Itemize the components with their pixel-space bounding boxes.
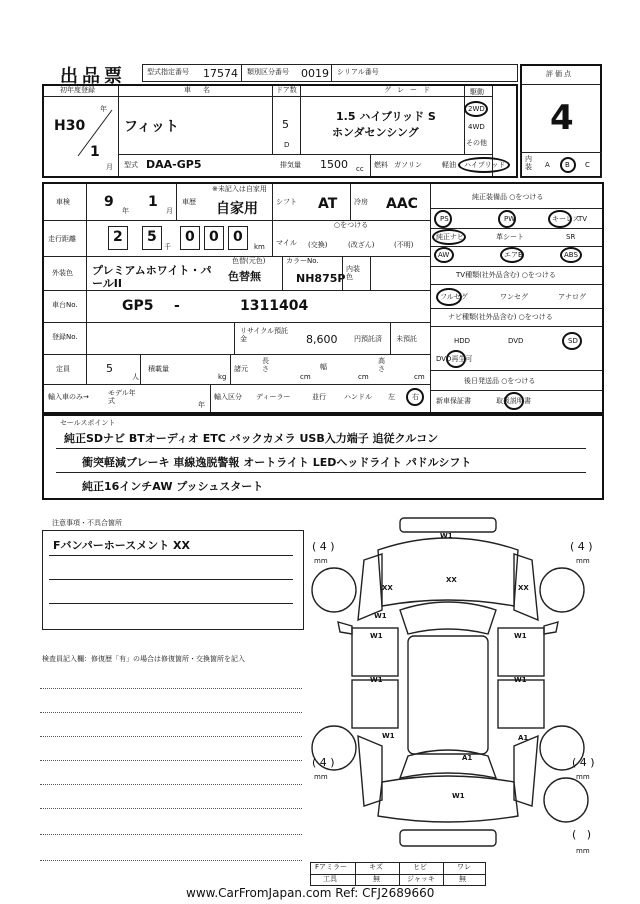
interior-a: A (545, 161, 550, 169)
notes-box (42, 530, 304, 630)
spare-unit: mm (576, 847, 590, 855)
handle-label: ハンドル (344, 393, 372, 401)
legend-h3: ヒビ (413, 863, 427, 871)
mileage-digit-2: 5 (147, 229, 157, 245)
chassis-no: 1311404 (240, 298, 309, 314)
doors-unit: D (284, 141, 290, 149)
navi-hdd: HDD (454, 337, 471, 345)
length-label: 長さ (262, 357, 269, 373)
mark-right-front-door: W1 (514, 632, 527, 640)
navi-sd: SD (568, 337, 578, 345)
legend-h2: キズ (369, 863, 383, 871)
model-year-unit: 年 (198, 401, 205, 409)
import-label: 輸入車のみ→ (48, 393, 89, 401)
grade-line2: ホンダセンシング (332, 126, 419, 139)
factory-leather: 革シート (496, 233, 524, 241)
doors-label: ドア数 (276, 86, 297, 94)
chassis-label: 車台No. (52, 301, 78, 309)
inspection-label: 車検 (56, 198, 70, 206)
int-color-label: 内装色 (346, 265, 360, 281)
disp-unit: cc (356, 165, 364, 173)
sales-line-2: 衝突軽減ブレーキ 車線逸脱警報 オートライト LEDヘッドライト パドルシフト (82, 456, 472, 469)
tire-rl-depth: ( 4 ) (312, 756, 335, 769)
disp-label: 排気量 (280, 161, 301, 169)
mileage-digit-4: 0 (209, 229, 219, 245)
factory-title: 純正装備品 ○をつける (472, 193, 544, 201)
mark-right-quarter: A1 (518, 734, 529, 742)
cert-row (142, 64, 518, 82)
drive-other: その他 (466, 139, 487, 147)
interior-label: 内装 (525, 155, 532, 171)
vehicle-block (42, 84, 518, 178)
mark-trunk: A1 (462, 754, 473, 762)
inspector-label: 検査員記入欄：修復歴「有」の場合は修復箇所・交換箇所を記入 (42, 655, 245, 663)
navi-dvd: DVD (508, 337, 524, 345)
type-cert-value: 17574 (203, 67, 238, 80)
legend-table (310, 862, 486, 886)
mark-left-front-door: W1 (370, 632, 383, 640)
ac-value: AAC (386, 196, 418, 212)
mark-front-left-fender: XX (382, 584, 393, 592)
handle-right-circle (406, 388, 424, 406)
name-label: 車名 (184, 86, 222, 94)
history-value: 自家用 (216, 201, 258, 217)
mile-label: マイル (276, 239, 297, 247)
interior-b-circle (560, 157, 576, 173)
serial-label: シリアル番号 (337, 68, 379, 76)
mileage-thousand: 千 (164, 243, 171, 251)
width-unit: cm (358, 373, 369, 381)
mark-front-bumper: W1 (440, 532, 453, 540)
legend-r1: 工具 (323, 875, 337, 883)
grade-line1: 1.5 ハイブリッド S (336, 110, 436, 123)
fuel-hybrid-circle (458, 157, 510, 173)
dvd-playback-circle (446, 350, 466, 368)
color-change-label: 色替(元色) (232, 257, 266, 265)
chassis-model: GP5 (122, 298, 154, 314)
drive-label: 駆動 (470, 88, 484, 96)
factory-ps-circle (434, 210, 452, 228)
mileage-mark-note: ○をつける (334, 221, 369, 229)
color-no-value: NH875P (296, 272, 346, 285)
legend-r4: 無 (459, 875, 466, 883)
tire-fl-unit: mm (314, 557, 328, 565)
factory-abs-circle (560, 247, 582, 263)
post-title: 後日発送品 ○をつける (464, 377, 536, 385)
mark-left-quarter: W1 (382, 732, 395, 740)
factory-pw-circle (498, 210, 516, 228)
import-parallel: 並行 (312, 393, 326, 401)
drive-4wd: 4WD (468, 123, 485, 131)
mark-right-rear-door: W1 (514, 676, 527, 684)
factory-keyless-circle (548, 210, 572, 228)
length-unit: cm (300, 373, 311, 381)
tire-rl-unit: mm (314, 773, 328, 781)
notes-label: 注意事項・不具合箇所 (52, 519, 122, 527)
capacity-unit: 人 (132, 373, 139, 381)
tire-fr-unit: mm (576, 557, 590, 565)
mileage-digit-3: 0 (185, 229, 195, 245)
chassis-dash: - (174, 298, 180, 314)
dvd-playback: DVD再生可 (436, 355, 473, 363)
tv-oneseg: ワンセグ (500, 293, 528, 301)
factory-abs: ABS (564, 251, 578, 259)
info-block (42, 182, 604, 414)
mileage-opt-exchange: (交換) (308, 241, 328, 249)
sales-points-box (42, 414, 604, 500)
factory-sr: SR (566, 233, 576, 241)
mark-left-step: W1 (374, 612, 387, 620)
interior-grade-box (520, 152, 602, 178)
sheet-title: 出品票 (60, 66, 126, 87)
type-cert-label: 型式指定番号 (147, 68, 189, 76)
history-note: ※未記入は自家用 (212, 185, 267, 193)
mark-left-rear-door: W1 (370, 676, 383, 684)
first-reg-label: 初年度登録 (60, 86, 95, 94)
factory-navi: 純正ナビ (436, 233, 464, 241)
interior-c: C (585, 161, 590, 169)
mark-rear-bumper: W1 (452, 792, 465, 800)
tire-fr-depth: ( 4 ) (570, 540, 593, 553)
load-unit: kg (218, 373, 227, 381)
height-label: 高さ (378, 357, 385, 373)
model-label: 型式 (124, 161, 138, 169)
doors-value: 5 (282, 118, 289, 131)
score-label: 評価点 (546, 70, 573, 78)
model-value: DAA-GP5 (146, 158, 202, 171)
factory-airbag-circle (500, 247, 524, 263)
class-value: 0019 (301, 67, 329, 80)
reg-no-label: 登録No. (52, 333, 78, 341)
color-value: プレミアムホワイト・パールII (92, 264, 212, 290)
mark-front-right-fender: XX (518, 584, 529, 592)
car-name: フィット (124, 119, 179, 135)
mark-hood: XX (446, 576, 457, 584)
factory-aw: AW (438, 251, 450, 259)
factory-ps: PS (440, 215, 449, 223)
recycle-value: 8,600 (306, 333, 338, 346)
recycle-label: リサイクル預託金 (240, 327, 289, 343)
width-label: 幅 (320, 363, 327, 371)
recycle-paid: 円預託済 (354, 335, 382, 343)
sales-label: セールスポイント (60, 419, 116, 427)
tv-analog: アナログ (558, 293, 586, 301)
insp-month-unit: 月 (166, 207, 173, 215)
tv-title: TV種類(社外品含む) ○をつける (456, 271, 556, 279)
tv-fullseg: フルセグ (440, 293, 468, 301)
factory-aw-circle (434, 247, 454, 263)
post-manual: 取扱説明書 (496, 397, 531, 405)
mileage-opt-unknown: (不明) (394, 241, 414, 249)
reg-month: 1 (90, 144, 100, 160)
dims-label: 諸元 (234, 365, 248, 373)
reg-year: H30 (54, 118, 86, 134)
mileage-opt-tampered: (改ざん) (348, 241, 375, 249)
legend-r3: ジャッキ (407, 875, 435, 883)
mileage-label: 走行距離 (48, 235, 76, 243)
reg-year-unit: 年 (100, 105, 107, 113)
tire-fl-depth: ( 4 ) (312, 540, 335, 553)
navi-title: ナビ種類(社外品含む) ○をつける (448, 313, 553, 321)
recycle-unpaid: 未預託 (396, 335, 417, 343)
fuel-hybrid: ハイブリッド (464, 161, 506, 169)
model-year-label: モデル年式 (108, 389, 136, 405)
color-no-label: カラーNo. (286, 257, 319, 265)
history-label: 車歴 (182, 198, 196, 206)
color-change-value: 色替無 (228, 270, 261, 283)
navi-sd-circle (562, 332, 582, 350)
sales-line-1: 純正SDナビ BTオーディオ ETC バックカメラ USB入力端子 追従クルコン (64, 432, 439, 445)
import-dealer: ディーラー (256, 393, 291, 401)
disp-value: 1500 (320, 158, 348, 171)
fuel-label: 燃料 (374, 161, 388, 169)
post-warranty: 新車保証書 (436, 397, 471, 405)
tv-fullseg-circle (436, 288, 462, 306)
post-manual-circle (504, 392, 524, 410)
shift-value: AT (318, 196, 338, 212)
factory-keyless: キーレス (552, 215, 580, 223)
insp-month: 1 (148, 194, 158, 210)
factory-tv: TV (578, 215, 588, 223)
capacity-label: 定員 (56, 365, 70, 373)
car-diagram (308, 510, 598, 870)
tire-rr-unit: mm (576, 773, 590, 781)
mileage-km: km (254, 243, 265, 251)
factory-airbag: エアB (504, 251, 523, 259)
legend-h4: ワレ (457, 863, 471, 871)
fuel-diesel: 軽油 (442, 161, 456, 169)
sales-line-3: 純正16インチAW プッシュスタート (82, 480, 264, 493)
handle-right: 右 (412, 393, 419, 401)
spare-depth: ( ) (572, 828, 592, 841)
footer-watermark: www.CarFromJapan.com Ref: CFJ2689660 (186, 886, 435, 900)
color-label: 外装色 (52, 269, 73, 277)
fuel-gas: ガソリン (394, 161, 422, 169)
import-class-label: 輸入区分 (214, 393, 242, 401)
tire-rr-depth: ( 4 ) (572, 756, 595, 769)
drive-2wd-circle (464, 101, 488, 117)
shift-label: シフト (276, 198, 297, 206)
legend-h1: Fアミラー (315, 863, 348, 871)
insp-year: 9 (104, 194, 114, 210)
ac-label: 冷房 (354, 198, 368, 206)
load-label: 積載量 (148, 365, 169, 373)
notes-text: Fバンパーホースメント XX (53, 539, 190, 552)
score-value: 4 (550, 98, 574, 138)
factory-navi-circle (432, 229, 466, 245)
mileage-digit-5: 0 (233, 229, 243, 245)
height-unit: cm (414, 373, 425, 381)
factory-pw: PW (504, 215, 516, 223)
interior-b: B (565, 161, 570, 169)
mileage-digit-1: 2 (113, 229, 123, 245)
handle-left: 左 (388, 393, 395, 401)
capacity-value: 5 (106, 362, 113, 375)
reg-month-unit: 月 (106, 163, 113, 171)
drive-2wd: 2WD (468, 105, 485, 113)
grade-label: グレード (384, 86, 436, 94)
legend-r2: 無 (373, 875, 380, 883)
insp-year-unit: 年 (122, 207, 129, 215)
class-label: 類別区分番号 (247, 68, 289, 76)
